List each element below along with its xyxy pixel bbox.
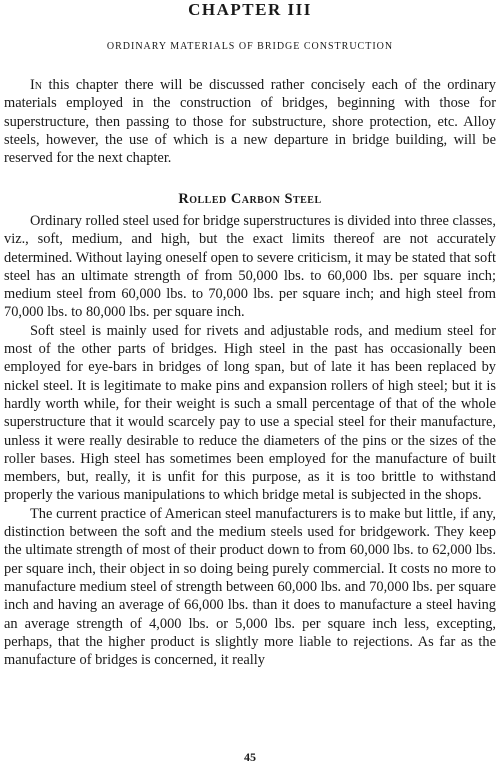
section-block bbox=[4, 190, 496, 669]
intro-paragraph bbox=[4, 76, 496, 167]
body-paragraph: The current practice of American steel manufacturers is to make but little, if any, distinction between the soft and the medium steels used for bridgework. They keep the ultimate strength of most of their product down to from 60,000 lbs. to 62,000 lbs. per square inch, their object in so doing being purely commercial. It costs no more to manufacture medium steel of strength between 60,000 lbs. and 70,000 lbs. per square inch and having an average of 66,000 lbs. than it does to manufacture a steel having an average strength of 4,000 lbs. or 5,000 lbs. per square inch less, excepting, perhaps, that the higher product is slightly more liable to rejections. As far as the manufacture of bridges is concerned, it really bbox=[4, 505, 496, 669]
page-number: 45 bbox=[244, 750, 256, 764]
intro-lead-word: In bbox=[30, 77, 43, 93]
section-heading: Rolled Carbon Steel bbox=[178, 191, 322, 207]
chapter-subtitle: ORDINARY MATERIALS OF BRIDGE CONSTRUCTION bbox=[106, 41, 394, 52]
intro-text: this chapter there will be discussed rather concisely each of the ordinary materials employed in the construction of bridges, beginning with those for superstructure, then passing to those for substructure, shore protection, etc. Alloy steels, however, the use of which is a new departure in bridge building, will be reserved for the next chapter. bbox=[4, 77, 496, 167]
intro-block bbox=[4, 76, 496, 167]
body-paragraph: Ordinary rolled steel used for bridge superstructures is divided into three classes, viz., soft, medium, and high, but the exact limits thereof are not accurately determined. Without laying oneself open to severe criticism, it may be stated that soft steel has an ultimate strength of from 50,000 lbs. to 60,000 lbs. per square inch; medium steel from 60,000 lbs. to 70,000 lbs. per square inch; and high steel from 70,000 lbs. to 80,000 lbs. per square inch. bbox=[4, 213, 496, 321]
body-paragraph: Soft steel is mainly used for rivets and adjustable rods, and medium steel for most of the other parts of bridges. High steel in the past has occasionally been employed for eye-bars in bridges of long span, but of late it has been replaced by nickel steel. It is legitimate to make pins and expansion rollers of high steel; but it is hardly worth while, for their weight is such a small percentage of that of the whole superstructure that it would scarcely pay to use a special steel for their manufacture, unless it were really desirable to reduce the diameters of the pins or the sizes of the roller bases. High steel has sometimes been employed for the manufacture of built members, but, really, it is unfit for this purpose, as it is too brittle to withstand properly the various manipulations to which bridge metal is subjected in the shops. bbox=[4, 322, 496, 504]
chapter-title: CHAPTER III bbox=[188, 0, 312, 19]
